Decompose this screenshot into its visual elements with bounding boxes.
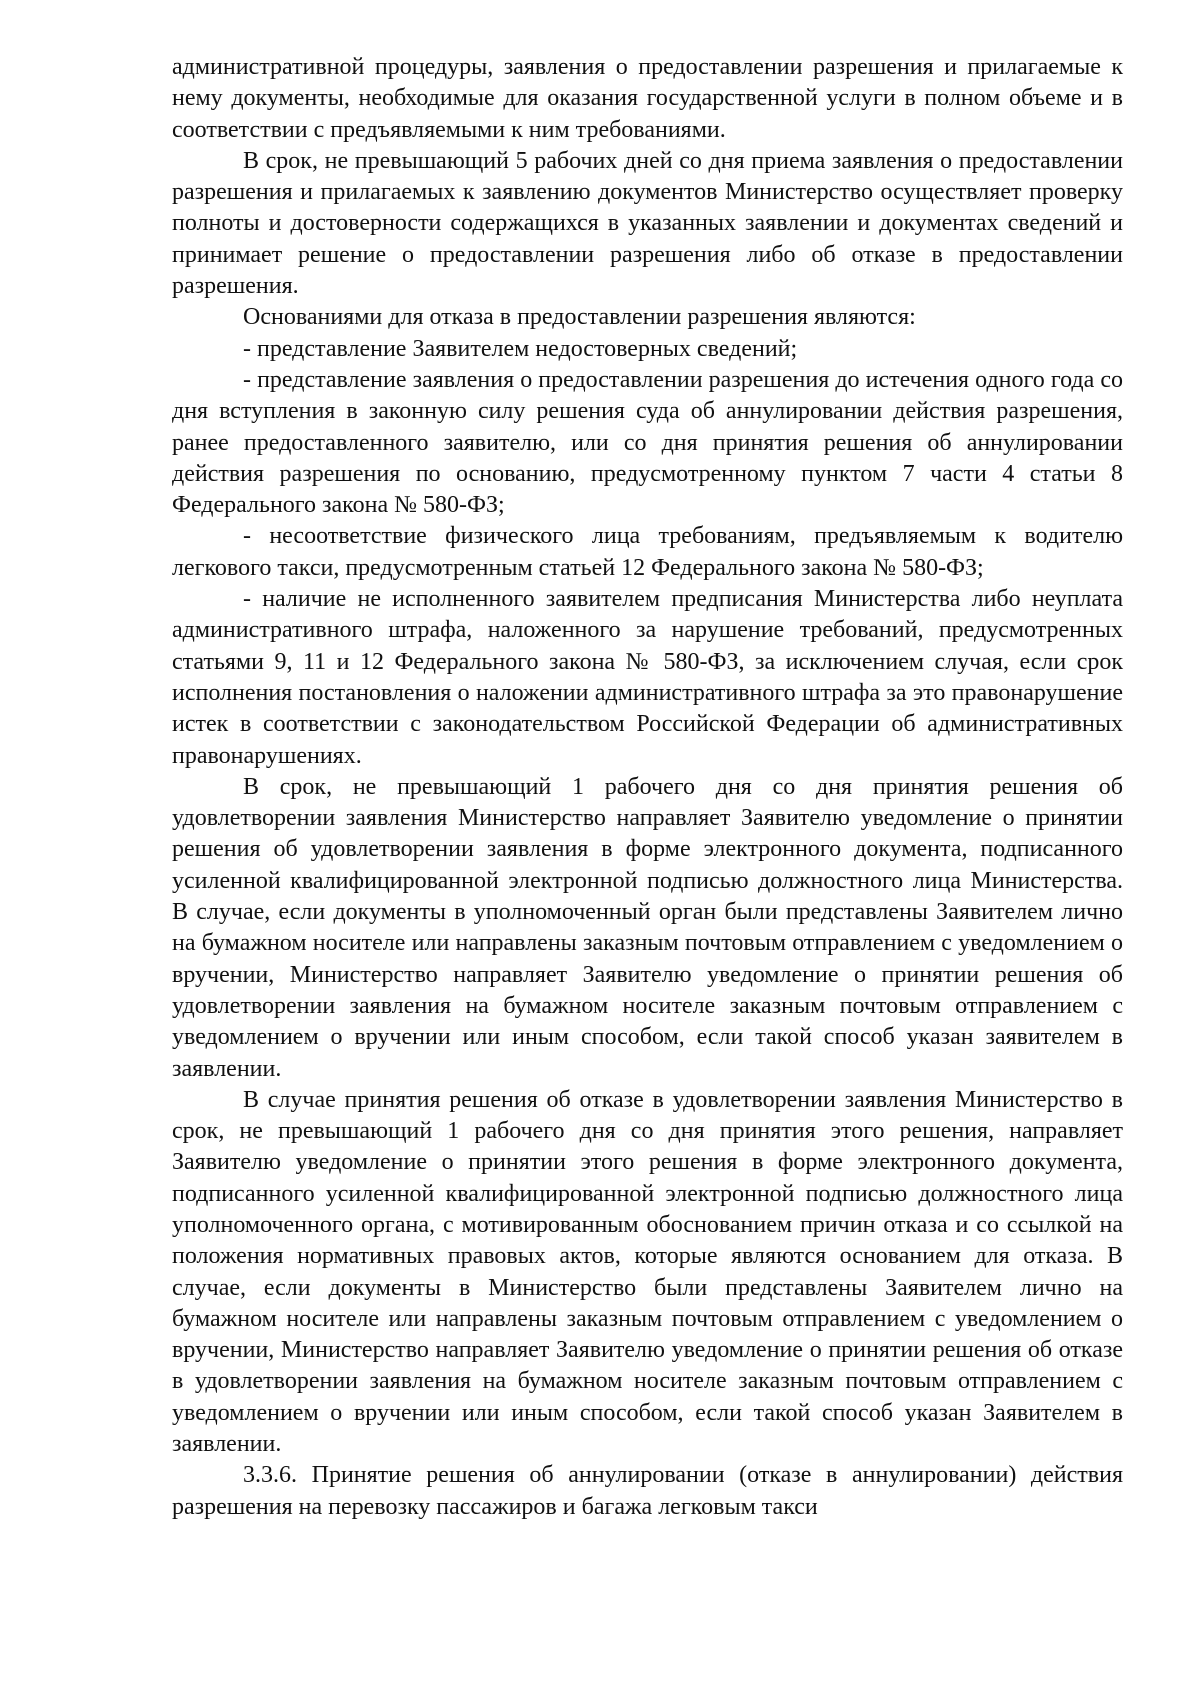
paragraph-verification-term: В срок, не превышающий 5 рабочих дней со дня приема заявления о предоставлении разрешения и прилагаемых к заявлению документов Министерство осуществляет проверку полноты и достоверности содержащихся в указанных заявлении и документах сведений и принимает решение о предоставлении разрешения либо об отказе в предоставлении разрешения. xyxy=(172,147,1123,300)
list-item-unfulfilled-order: - наличие не исполненного заявителем предписания Министерства либо неуплата административного штрафа, наложенного за нарушение требований, предусмотренных статьями 9, 11 и 12 Федерального закона № 580-ФЗ, за исключением случая, если срок исполнения постановления о наложении административного штрафа за это правонарушение истек в соответствии с законодательством Российской Федерации об административных правонарушениях. xyxy=(172,586,1123,769)
paragraph-approval-notice: В срок, не превышающий 1 рабочего дня со дня принятия решения об удовлетворении заявления Министерство направляет Заявителю уведомление о принятии решения об удовлетворении заявления в форме электронного документа, подписанного усиленной квалифицированной электронной подписью должностного лица Министерства. В случае, если документы в уполномоченный орган были представлены Заявителем лично на бумажном носителе или направлены заказным почтовым отправлением с уведомлением о вручении, Министерство направляет Заявителю уведомление о принятии решения об удовлетворении заявления на бумажном носителе заказным почтовым отправлением с уведомлением о вручении или иным способом, если такой способ указан заявителем в заявлении. xyxy=(172,773,1123,1082)
section-heading-3-3-6: 3.3.6. Принятие решения об аннулировании (отказе в аннулировании) действия разрешения на перевозку пассажиров и багажа легковым такси xyxy=(172,1462,1123,1520)
list-item-false-info: - представление Заявителем недостоверных сведений; xyxy=(243,335,798,362)
document-page xyxy=(172,52,1123,1523)
paragraph-continuation: административной процедуры, заявления о предоставлении разрешения и прилагаемые к нему документы, необходимые для оказания государственной услуги в полном объеме и в соответствии с предъявляемыми к ним требованиями. xyxy=(172,54,1123,143)
list-item-early-application: - представление заявления о предоставлении разрешения до истечения одного года со дня вступления в законную силу решения суда об аннулировании действия разрешения, ранее предоставленного заявителю, или со дня принятия решения об аннулировании действия разрешения по основанию, предусмотренному пунктом 7 части 4 статьи 8 Федерального закона № 580-ФЗ; xyxy=(172,366,1123,519)
paragraph-refusal-notice: В случае принятия решения об отказе в удовлетворении заявления Министерство в срок, не превышающий 1 рабочего дня со дня принятия этого решения, направляет Заявителю уведомление о принятии этого решения в форме электронного документа, подписанного усиленной квалифицированной электронной подписью должностного лица уполномоченного органа, с мотивированным обоснованием причин отказа и со ссылкой на положения нормативных правовых актов, которые являются основанием для отказа. В случае, если документы в Министерство были представлены Заявителем лично на бумажном носителе или направлены заказным почтовым отправлением с уведомлением о вручении, Министерство направляет Заявителю уведомление о принятии решения об отказе в удовлетворении заявления на бумажном носителе заказным почтовым отправлением с уведомлением о вручении или иным способом, если такой способ указан Заявителем в заявлении. xyxy=(172,1086,1123,1458)
list-item-driver-requirements: - несоответствие физического лица требованиям, предъявляемым к водителю легкового такси, предусмотренным статьей 12 Федерального закона № 580-ФЗ; xyxy=(172,523,1123,581)
paragraph-refusal-grounds-intro: Основаниями для отказа в предоставлении разрешения являются: xyxy=(243,304,916,331)
